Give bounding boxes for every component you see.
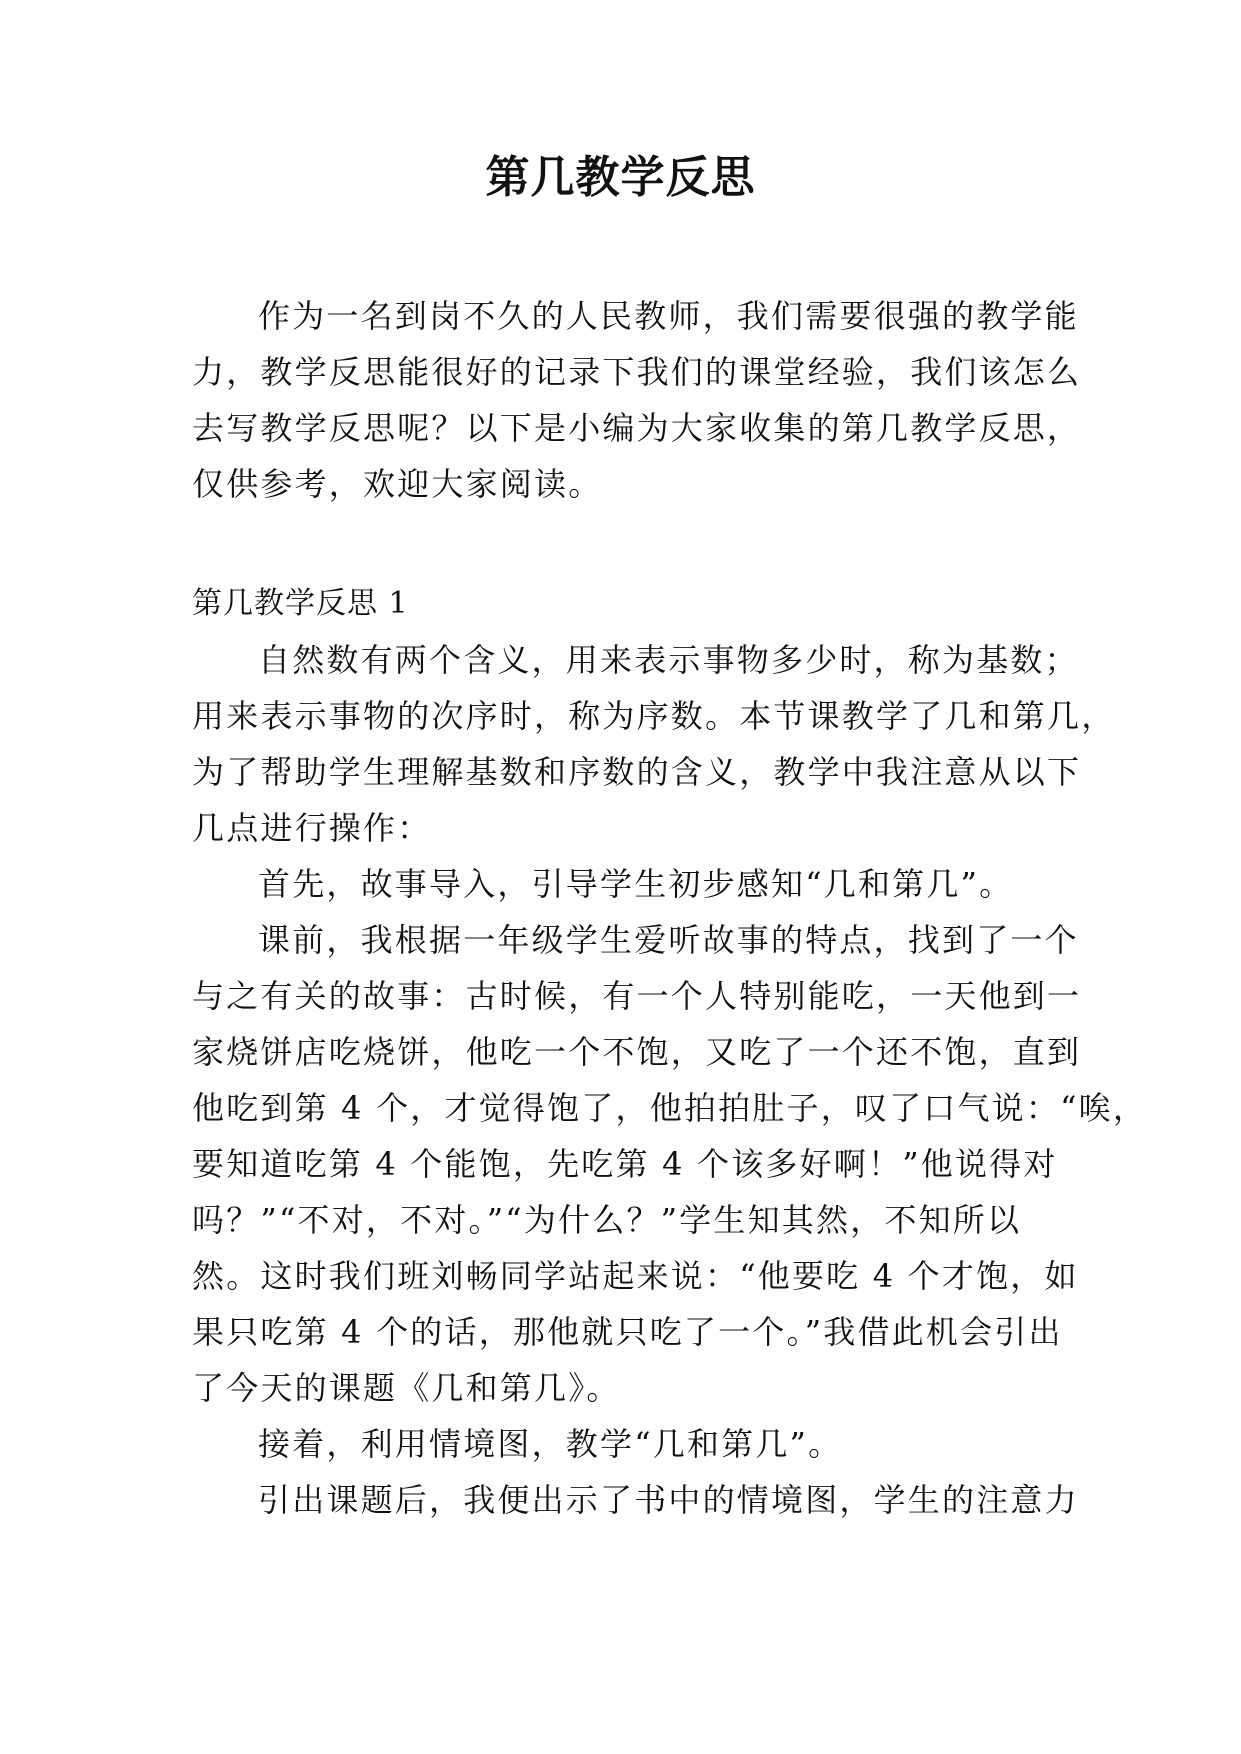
text-line: 自然数有两个含义，用来表示事物多少时，称为基数； (258, 641, 1079, 679)
text-line: 用来表示事物的次序时，称为序数。本节课教学了几和第几， (192, 697, 1116, 735)
text-line: 为了帮助学生理解基数和序数的含义，教学中我注意从以下 (192, 753, 1082, 791)
text-line: 首先，故事导入，引导学生初步感知“几和第几”。 (258, 865, 1014, 903)
text-line: 引出课题后，我便出示了书中的情境图，学生的注意力 (258, 1481, 1079, 1519)
text-line: 然。这时我们班刘畅同学站起来说：“他要吃 4 个才饱，如 (192, 1257, 1079, 1295)
document-body (192, 288, 1148, 1528)
text-line: 接着，利用情境图，教学“几和第几”。 (258, 1425, 843, 1463)
text-line: 仅供参考，欢迎大家阅读。 (192, 465, 603, 503)
paragraph-gap (192, 512, 1062, 576)
text-line: 与之有关的故事：古时候，有一个人特别能吃，一天他到一 (192, 977, 1082, 1015)
text-line: 果只吃第 4 个的话，那他就只吃了一个。”我借此机会引出 (192, 1313, 1063, 1351)
text-line: 家烧饼店吃烧饼，他吃一个不饱，又吃了一个还不饱，直到 (192, 1033, 1082, 1071)
section-1 (192, 576, 1148, 1528)
paragraph (192, 1416, 1062, 1472)
text-line: 作为一名到岗不久的人民教师，我们需要很强的教学能 (258, 297, 1079, 335)
text-line: 课前，我根据一年级学生爱听故事的特点，找到了一个 (258, 921, 1079, 959)
text-line: 力，教学反思能很好的记录下我们的课堂经验，我们该怎么 (192, 353, 1082, 391)
paragraph (192, 856, 1062, 912)
paragraph (192, 912, 1148, 1416)
text-line: 去写教学反思呢？以下是小编为大家收集的第几教学反思， (192, 409, 1082, 447)
text-line: 吗？”“不对，不对。”“为什么？”学生知其然，不知所以 (192, 1201, 1022, 1239)
section-heading: 第几教学反思 1 (192, 586, 409, 621)
document-title: 第几教学反思 (485, 152, 756, 203)
intro-paragraph (192, 288, 1082, 512)
text-line: 了今天的课题《几和第几》。 (192, 1369, 621, 1407)
text-line: 他吃到第 4 个，才觉得饱了，他拍拍肚子，叹了口气说：“唉， (192, 1089, 1148, 1127)
paragraph (192, 1472, 1079, 1528)
paragraph (192, 632, 1116, 856)
text-line: 几点进行操作： (192, 809, 432, 847)
text-line: 要知道吃第 4 个能饱，先吃第 4 个该多好啊！”他说得对 (192, 1145, 1058, 1183)
